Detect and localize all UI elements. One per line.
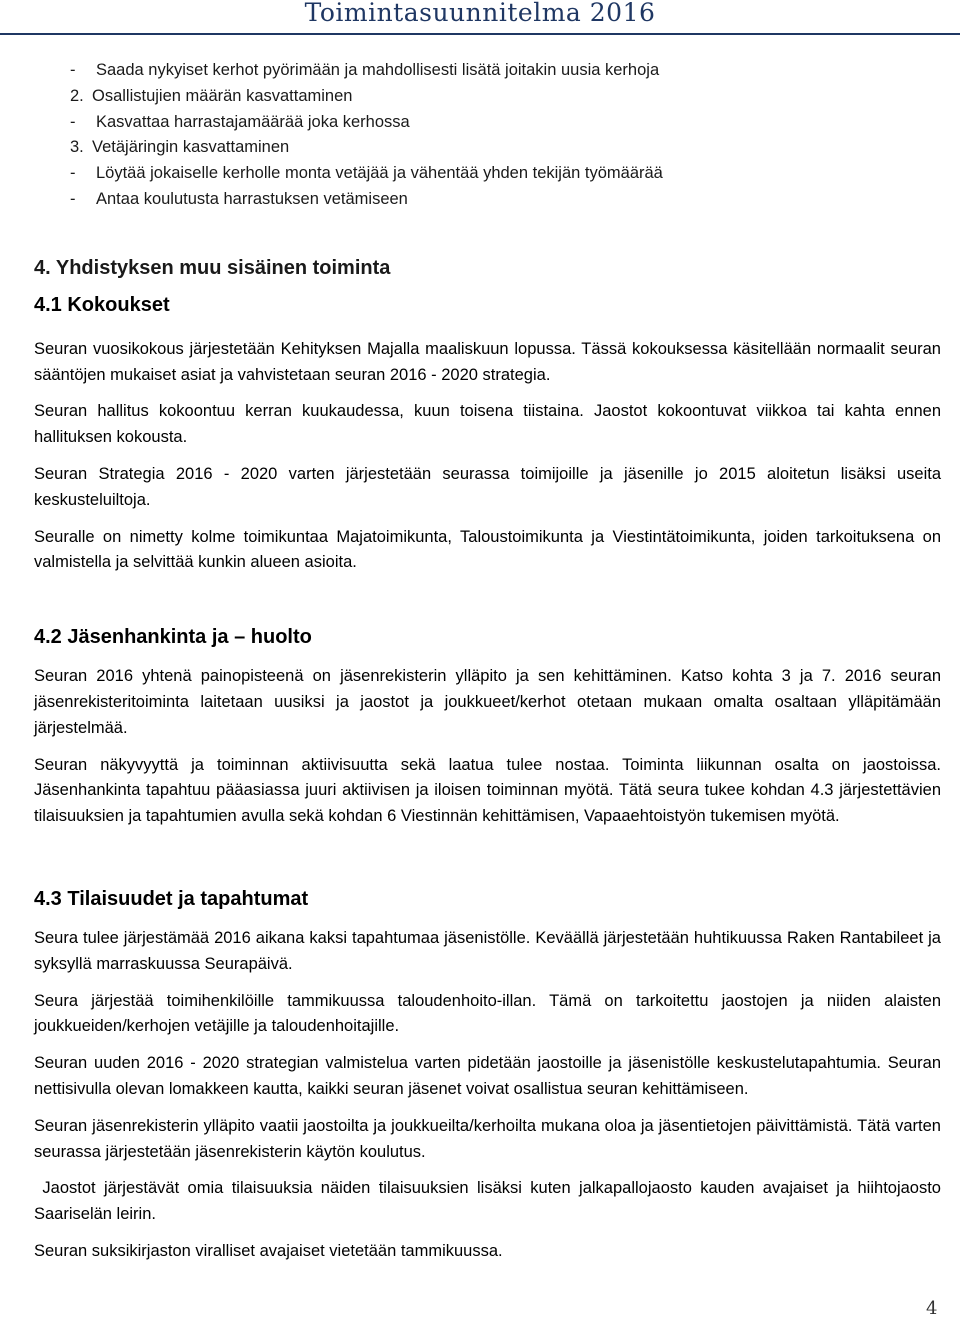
paragraph: Seuran vuosikokous järjestetään Kehityksen Majalla maaliskuun lopussa. Tässä kokouksessa käsitellään normaalit seuran sääntöjen mukaiset asiat ja vahvistetaan seuran 2016 - 2020 strategia. — [34, 339, 941, 384]
paragraph: Seura tulee järjestämää 2016 aikana kaksi tapahtumaa jäsenistölle. Keväällä järjestetään huhtikuussa Raken Rantabileet ja syksyllä marraskuussa Seurapäivä. — [34, 928, 941, 973]
list-marker: 3. — [70, 138, 84, 157]
page-content — [34, 58, 946, 1265]
list-marker: 2. — [70, 86, 84, 105]
page-number: 4 — [926, 1298, 938, 1319]
list-marker: - — [70, 189, 76, 208]
paragraph: Seuran hallitus kokoontuu kerran kuukaudessa, kuun toisena tiistaina. Jaostot kokoontuvat viikkoa tai kahta ennen hallituksen kokousta. — [34, 402, 941, 447]
list-item-text: Saada nykyiset kerhot pyörimään ja mahdollisesti lisätä joitakin uusia kerhoja — [96, 61, 660, 79]
section-4-2-heading: 4.2 Jäsenhankinta ja – huolto — [34, 626, 312, 649]
header-divider — [0, 33, 960, 35]
list-item — [34, 110, 941, 136]
paragraph: Seuran uuden 2016 - 2020 strategian valmistelua varten pidetään jaostoille ja jäsenistölle keskustelutapahtumia. Seuran nettisivulla olevan lomakkeen kautta, kaikki seuran jäsenet voivat osallistua seuran kehittämiseen. — [34, 1054, 941, 1098]
paragraph: Seura järjestää toimihenkilöille tammikuussa taloudenhoito-illan. Tämä on tarkoitettu jaostojen ja niiden alaisten joukkueiden/kerhojen vetäjille ja taloudenhoitajille. — [34, 991, 941, 1036]
list-item-text: Löytää jokaiselle kerholle monta vetäjää ja vähentää yhden tekijän työmäärää — [96, 164, 663, 183]
paragraph: Seuran suksikirjaston viralliset avajaiset vietetään tammikuussa. — [34, 1241, 503, 1260]
list-marker: - — [70, 61, 76, 79]
section-4-3-heading: 4.3 Tilaisuudet ja tapahtumat — [34, 887, 309, 910]
list-item — [34, 161, 941, 187]
paragraph: Seuralle on nimetty kolme toimikuntaa Majatoimikunta, Taloustoimikunta ja Viestintätoimikunta, joiden tarkoituksena on valmistella ja selvittää kunkin alueen asioita. — [34, 527, 941, 572]
list-item — [34, 187, 941, 213]
list-item-text: Antaa koulutusta harrastuksen vetämiseen — [96, 189, 408, 208]
document-header-title: Toimintasuunnitelma 2016 — [304, 0, 656, 27]
paragraph: Seuran Strategia 2016 - 2020 varten järjestetään seurassa toimijoille ja jäsenille jo 2015 aloitetun lisäksi useita keskusteluiltoja. — [34, 464, 941, 509]
list-item-text: Vetäjäringin kasvattaminen — [92, 138, 290, 157]
list-item-text: Osallistujien määrän kasvattaminen — [92, 86, 353, 105]
section-4-1-heading: 4.1 Kokoukset — [34, 293, 170, 316]
list-marker: - — [70, 164, 76, 183]
list-item-text: Kasvattaa harrastajamäärää joka kerhossa — [96, 112, 410, 131]
paragraph: Seuran jäsenrekisterin ylläpito vaatii jaostoilta ja joukkueilta/kerhoilta mukana oloa ja jäsentietojen päivittämistä. Tätä varten seurassa järjestetään jäsenrekisterin käytön koulutus. — [34, 1116, 941, 1161]
list-item — [34, 135, 941, 161]
section-4-heading: 4. Yhdistyksen muu sisäinen toiminta — [34, 256, 391, 279]
paragraph: Jaostot järjestävät omia tilaisuuksia näiden tilaisuuksien lisäksi kuten jalkapallojaosto kauden avajaiset ja hiihtojaosto Saariselän leirin. — [34, 1179, 946, 1224]
paragraph: Seuran 2016 yhtenä painopisteenä on jäsenrekisterin ylläpito ja sen kehittäminen. Katso kohta 3 ja 7. 2016 seuran jäsenrekisteritoiminta laitetaan uusiksi ja jaostot ja joukkueet/kerhot otetaan mukaan omalta osaltaan ylläpitämään järjestelmää. — [34, 667, 941, 737]
list-item — [34, 84, 941, 110]
list-item — [34, 58, 941, 84]
intro-list — [34, 58, 941, 213]
paragraph: Seuran näkyvyyttä ja toiminnan aktiivisuutta sekä laatua tulee nostaa. Toiminta liikunnan osalta on jaostoissa. Jäsenhankinta tapahtuu pääasiassa juuri aktiivisen ja iloisen toiminnan myötä. Tätä seura tukee kohdan 4.3 järjestettävien tilaisuuksien ja tapahtumien avulla sekä kohdan 6 Viestinnän kehittämisen, Vapaaehtoistyön tukemisen myötä. — [34, 755, 941, 826]
list-marker: - — [70, 112, 76, 131]
